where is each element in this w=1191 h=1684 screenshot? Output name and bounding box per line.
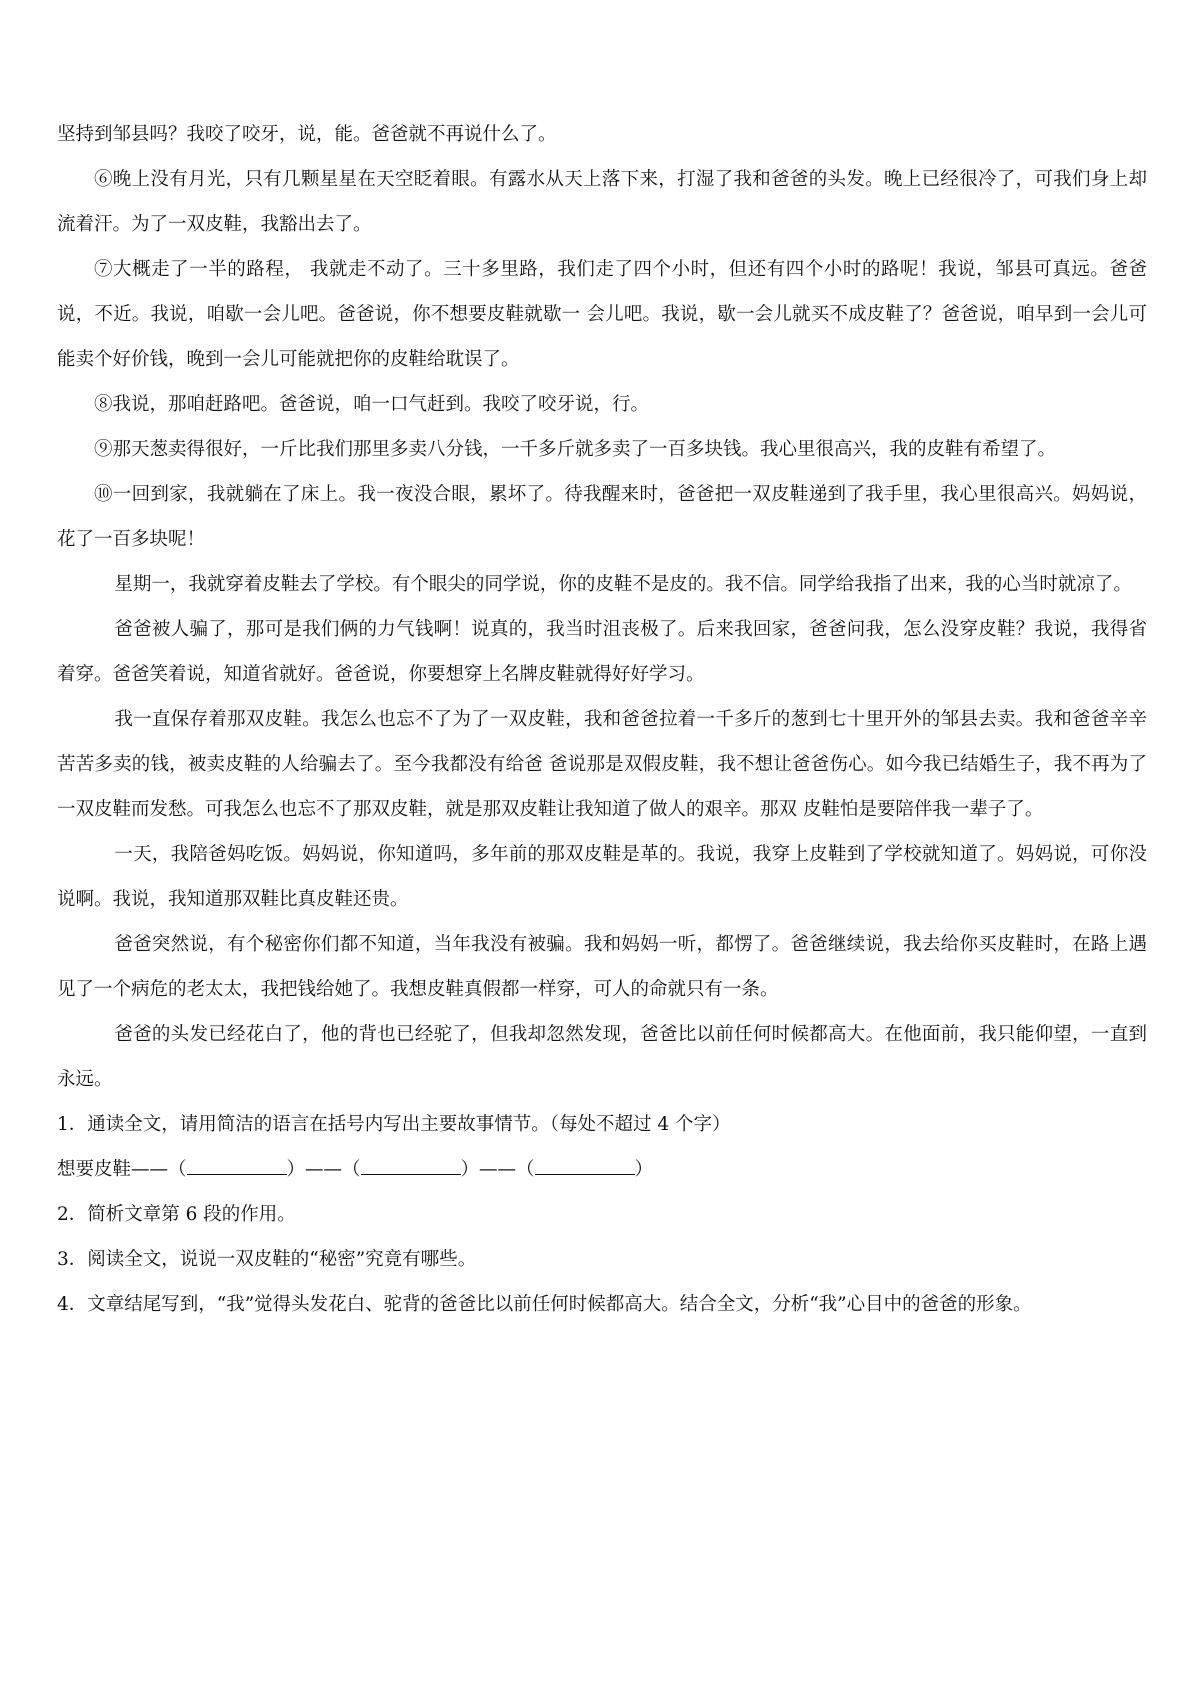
document-body [57,112,1147,1327]
question-1: 1．通读全文，请用简洁的语言在括号内写出主要故事情节。（每处不超过 4 个字） [57,1114,731,1135]
answer-blank-2[interactable] [361,1155,461,1175]
answer-blank-3[interactable] [535,1155,635,1175]
paragraph-12: 爸爸被人骗了，那可是我们俩的力气钱啊！说真的，我当时沮丧极了。后来我回家，爸爸问我，怎么没穿皮鞋？我说，我得省着穿。爸爸笑着说，知道省就好。爸爸说，你要想穿上名牌皮鞋就得好好学习。 [57,619,1147,685]
question-3: 3．阅读全文，说说一双皮鞋的“秘密”究竟有哪些。 [57,1249,477,1270]
paragraph-8: ⑧我说，那咱赶路吧。爸爸说，咱一口气赶到。我咬了咬牙说，行。 [94,394,650,415]
answer-separator-1: ）——（ [286,1159,361,1180]
paragraph-6: ⑥晚上没有月光，只有几颗星星在天空眨着眼。有露水从天上落下来，打湿了我和爸爸的头发。晚上已经很冷了，可我们身上却流着汗。为了一双皮鞋，我豁出去了。 [57,169,1147,235]
paragraph-11: 星期一，我就穿着皮鞋去了学校。有个眼尖的同学说，你的皮鞋不是皮的。我不信。同学给我指了出来，我的心当时就凉了。 [114,574,1132,595]
paragraph-13: 我一直保存着那双皮鞋。我怎么也忘不了为了一双皮鞋，我和爸爸拉着一千多斤的葱到七十里开外的邹县去卖。我和爸爸辛辛苦苦多卖的钱，被卖皮鞋的人给骗去了。至今我都没有给爸 爸说那是双假皮鞋，我不想让爸爸伤心。如今我已结婚生子，我不再为了一双皮鞋而发愁。可我怎么也忘不了那双皮鞋，就是那双皮鞋让我知道了做人的艰辛。那双 皮鞋怕是要陪伴我一辈子了。 [57,709,1147,820]
paragraph-9: ⑨那天葱卖得很好，一斤比我们那里多卖八分钱，一千多斤就多卖了一百多块钱。我心里很高兴，我的皮鞋有希望了。 [94,439,1057,460]
answer-separator-2: ）——（ [460,1159,535,1180]
answer-suffix: ） [634,1159,654,1180]
answer-prefix: 想要皮鞋——（ [57,1159,187,1180]
paragraph-15: 爸爸突然说，有个秘密你们都不知道，当年我没有被骗。我和妈妈一听，都愣了。爸爸继续说，我去给你买皮鞋时，在路上遇见了一个病危的老太太，我把钱给她了。我想皮鞋真假都一样穿，可人的命就只有一条。 [57,934,1147,1000]
paragraph-14: 一天，我陪爸妈吃饭。妈妈说，你知道吗，多年前的那双皮鞋是革的。我说，我穿上皮鞋到了学校就知道了。妈妈说，可你没说啊。我说，我知道那双鞋比真皮鞋还贵。 [57,844,1147,910]
paragraph-16: 爸爸的头发已经花白了，他的背也已经驼了，但我却忽然发现，爸爸比以前任何时候都高大。在他面前，我只能仰望，一直到永远。 [57,1024,1147,1090]
answer-blank-1[interactable] [187,1155,287,1175]
paragraph-continuation: 坚持到邹县吗？我咬了咬牙，说，能。爸爸就不再说什么了。 [57,124,557,145]
paragraph-10: ⑩一回到家，我就躺在了床上。我一夜没合眼，累坏了。待我醒来时，爸爸把一双皮鞋递到了我手里，我心里很高兴。妈妈说，花了一百多块呢！ [57,484,1147,550]
paragraph-7: ⑦大概走了一半的路程， 我就走不动了。三十多里路，我们走了四个小时，但还有四个小时的路呢！我说，邹县可真远。爸爸说，不近。我说，咱歇一会儿吧。爸爸说，你不想要皮鞋就歇一 会儿吧。我说，歇一会儿就买不成皮鞋了？爸爸说，咱早到一会儿可能卖个好价钱，晚到一会儿可能就把你的皮鞋给耽误了。 [57,259,1147,370]
question-2: 2．简析文章第 6 段的作用。 [57,1204,296,1225]
question-1-answer-row [57,1147,1147,1192]
question-4: 4．文章结尾写到，“我”觉得头发花白、驼背的爸爸比以前任何时候都高大。结合全文，分析“我”心目中的爸爸的形象。 [57,1294,1032,1315]
